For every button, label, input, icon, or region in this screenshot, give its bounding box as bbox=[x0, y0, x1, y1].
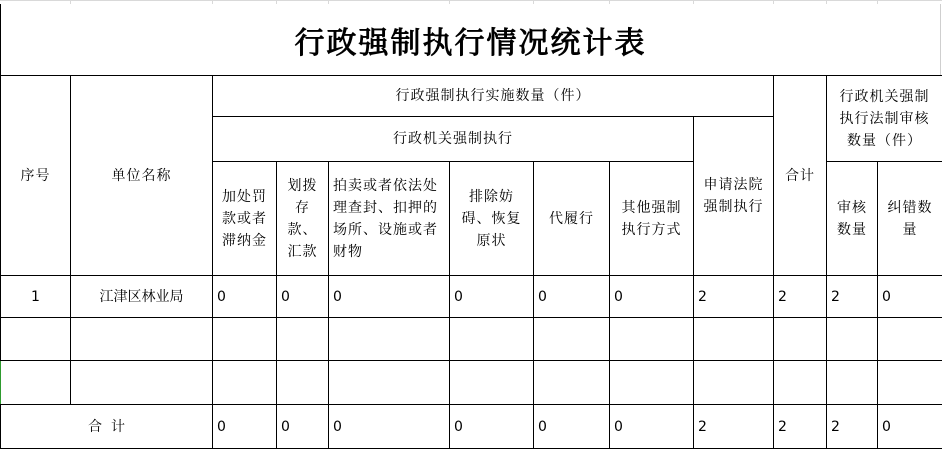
empty-cell[interactable] bbox=[694, 318, 774, 361]
cell-unit-name[interactable]: 江津区林业局 bbox=[71, 276, 213, 318]
header-court-label: 申请法院强制执行 bbox=[703, 177, 764, 215]
sum-other[interactable]: 0 bbox=[610, 405, 694, 449]
header-unit-name[interactable] bbox=[71, 76, 213, 276]
header-impl-count[interactable] bbox=[213, 76, 774, 117]
sum-label[interactable]: 合 计 bbox=[1, 405, 213, 449]
header-penalty[interactable] bbox=[213, 162, 277, 276]
header-transfer-label: 划拨存款、汇款 bbox=[287, 177, 318, 260]
sum-row bbox=[1, 405, 942, 449]
sum-substitute[interactable]: 0 bbox=[534, 405, 610, 449]
empty-cell[interactable] bbox=[329, 361, 450, 405]
empty-cell[interactable] bbox=[534, 318, 610, 361]
header-total[interactable] bbox=[774, 76, 827, 276]
cell-transfer[interactable]: 0 bbox=[277, 276, 329, 318]
sum-reviewed[interactable]: 2 bbox=[827, 405, 878, 449]
cell-remove[interactable]: 0 bbox=[450, 276, 534, 318]
header-corrected-label: 纠错数量 bbox=[887, 199, 933, 238]
empty-cell[interactable] bbox=[610, 361, 694, 405]
sum-court[interactable]: 2 bbox=[694, 405, 774, 449]
empty-cell[interactable] bbox=[213, 361, 277, 405]
page-title: 行政强制执行情况统计表 bbox=[294, 25, 647, 61]
sum-total[interactable]: 2 bbox=[774, 405, 827, 449]
cell-reviewed[interactable]: 2 bbox=[827, 276, 878, 318]
empty-cell[interactable] bbox=[277, 361, 329, 405]
header-substitute[interactable] bbox=[534, 162, 610, 276]
empty-cell[interactable] bbox=[1, 318, 71, 361]
table-row-empty bbox=[1, 318, 942, 361]
cell-total[interactable]: 2 bbox=[774, 276, 827, 318]
empty-cell[interactable] bbox=[71, 361, 213, 405]
sum-penalty[interactable]: 0 bbox=[213, 405, 277, 449]
empty-cell[interactable] bbox=[774, 361, 827, 405]
header-unit-name-label: 单位名称 bbox=[111, 167, 172, 184]
header-seq-label: 序号 bbox=[20, 167, 51, 184]
empty-cell[interactable] bbox=[827, 361, 878, 405]
sum-remove[interactable]: 0 bbox=[450, 405, 534, 449]
empty-cell[interactable] bbox=[878, 318, 942, 361]
cell-penalty[interactable]: 0 bbox=[213, 276, 277, 318]
empty-cell[interactable] bbox=[71, 318, 213, 361]
cell-seq[interactable]: 1 bbox=[1, 276, 71, 318]
header-other-label: 其他强制执行方式 bbox=[621, 199, 682, 238]
statistics-table bbox=[0, 75, 942, 449]
header-remove[interactable] bbox=[450, 162, 534, 276]
empty-cell[interactable] bbox=[329, 318, 450, 361]
header-corrected[interactable] bbox=[878, 162, 942, 276]
empty-cell[interactable] bbox=[610, 318, 694, 361]
header-impl-count-label: 行政强制执行实施数量（件） bbox=[395, 88, 591, 104]
header-reviewed[interactable] bbox=[827, 162, 878, 276]
cell-other[interactable]: 0 bbox=[610, 276, 694, 318]
sum-corrected[interactable]: 0 bbox=[878, 405, 942, 449]
header-reviewed-label: 审核数量 bbox=[837, 199, 867, 238]
header-remove-label: 排除妨碍、恢复原状 bbox=[461, 188, 522, 249]
empty-cell[interactable] bbox=[450, 318, 534, 361]
header-auction[interactable] bbox=[329, 162, 450, 276]
sum-auction[interactable]: 0 bbox=[329, 405, 450, 449]
header-agency-exec[interactable] bbox=[213, 117, 694, 162]
title-cell[interactable] bbox=[0, 4, 941, 75]
empty-cell[interactable] bbox=[774, 318, 827, 361]
header-agency-exec-label: 行政机关强制执行 bbox=[393, 131, 513, 147]
header-auction-label: 拍卖或者依法处理查封、扣押的场所、设施或者财物 bbox=[333, 177, 438, 260]
cell-court[interactable]: 2 bbox=[694, 276, 774, 318]
header-other[interactable] bbox=[610, 162, 694, 276]
cell-auction[interactable]: 0 bbox=[329, 276, 450, 318]
empty-cell[interactable] bbox=[827, 318, 878, 361]
sum-transfer[interactable]: 0 bbox=[277, 405, 329, 449]
header-review-count-label: 行政机关强制执行法制审核数量（件） bbox=[839, 88, 930, 149]
cell-substitute[interactable]: 0 bbox=[534, 276, 610, 318]
header-review-count[interactable] bbox=[827, 76, 942, 162]
empty-cell[interactable] bbox=[878, 361, 942, 405]
header-substitute-label: 代履行 bbox=[549, 210, 594, 227]
header-total-label: 合计 bbox=[785, 167, 815, 184]
header-penalty-label: 加处罚款或者滞纳金 bbox=[222, 188, 267, 249]
empty-cell[interactable] bbox=[534, 361, 610, 405]
empty-cell[interactable] bbox=[1, 361, 71, 405]
table-row bbox=[1, 276, 942, 318]
table-row-empty bbox=[1, 361, 942, 405]
header-transfer[interactable] bbox=[277, 162, 329, 276]
header-court[interactable] bbox=[694, 117, 774, 276]
cell-corrected[interactable]: 0 bbox=[878, 276, 942, 318]
empty-cell[interactable] bbox=[277, 318, 329, 361]
empty-cell[interactable] bbox=[694, 361, 774, 405]
header-seq[interactable] bbox=[1, 76, 71, 276]
empty-cell[interactable] bbox=[450, 361, 534, 405]
empty-cell[interactable] bbox=[213, 318, 277, 361]
